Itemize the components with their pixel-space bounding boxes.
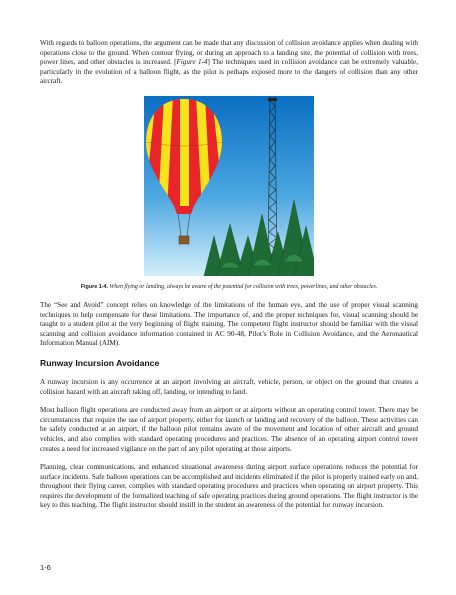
intro-text-after: ] The techniques used in collision avoidance can be extremely valuable, particularly in the evolution of a balloon flight, as the pilot is perhaps exposed more to the dangers of collision than any other aircraft. (40, 58, 418, 86)
figure-reference: Figure 1-4 (176, 58, 208, 67)
section-heading: Runway Incursion Avoidance (40, 357, 160, 368)
runway-incursion-definition: A runway incursion is any occurrence at an airport involving an aircraft, vehicle, person, or object on the ground that creates a collision hazard with an aircraft taking off, landing, or intending to land. (40, 377, 418, 396)
figure-balloon-illustration (144, 96, 314, 276)
figure-caption-text: When flying or landing, always be aware of the potential for collision with trees, powerlines, and other obstacles. (109, 283, 378, 290)
see-and-avoid-paragraph: The “See and Avoid” concept relies on knowledge of the limitations of the human eye, and the use of proper visual scanning techniques to help compensate for these limitations. The importance of, and the proper techniques for, visual scanning should be taught to a student pilot at the very beginning of flight training. The competent flight instructor should be familiar with the visual scanning and collision avoidance information contained in AC 90-48, Pilot’s Role in Collision Avoidance, and the Aeronautical Information Manual (AIM). (40, 300, 418, 348)
balloon-basket (179, 236, 189, 244)
balloon-tower-illustration (144, 96, 314, 276)
planning-paragraph: Planning, clear communications, and enhanced situational awareness during airport surface operations reduces the potential for surface incidents. Safe balloon operations can be accomplished and incidents eliminated if the pilot is properly trained early on and, throughout their flying career, complies with standard operating procedures and practices when operating on airport property. This requires the development of the formalized teaching of safe operating practices during ground operations. The flight instructor is the key to this teaching. The flight instructor should instill in the student an awareness of the potential for runway incursion. (40, 463, 419, 510)
figure-caption (40, 284, 418, 291)
page-number: 1-6 (40, 563, 51, 572)
intro-paragraph (40, 39, 418, 87)
balloon-operations-paragraph: Most balloon flight operations are conducted away from an airport or at airports without an operating control tower. There may be circumstances that require the use of airport property, either for launch or landing and recovery of the balloon. These activities can be safely conducted at an airport, if the balloon pilot remains aware of the movement and location of other aircraft and ground vehicles, and also complies with standard operating procedures and practices. The absence of an operating airport control tower creates a need for increased vigilance on the part of any pilot operating at those airports. (40, 406, 418, 453)
intro-text-before: With regards to balloon operations, the argument can be made that any discussion of collision avoidance applies when dealing with operations close to the ground. When contour flying, or during an approach to a landing site, the potential of collision with trees, power lines, and other obstacles is increased. [ (40, 39, 418, 67)
page-content (40, 39, 418, 520)
figure-caption-label: Figure 1-4. (80, 283, 109, 290)
